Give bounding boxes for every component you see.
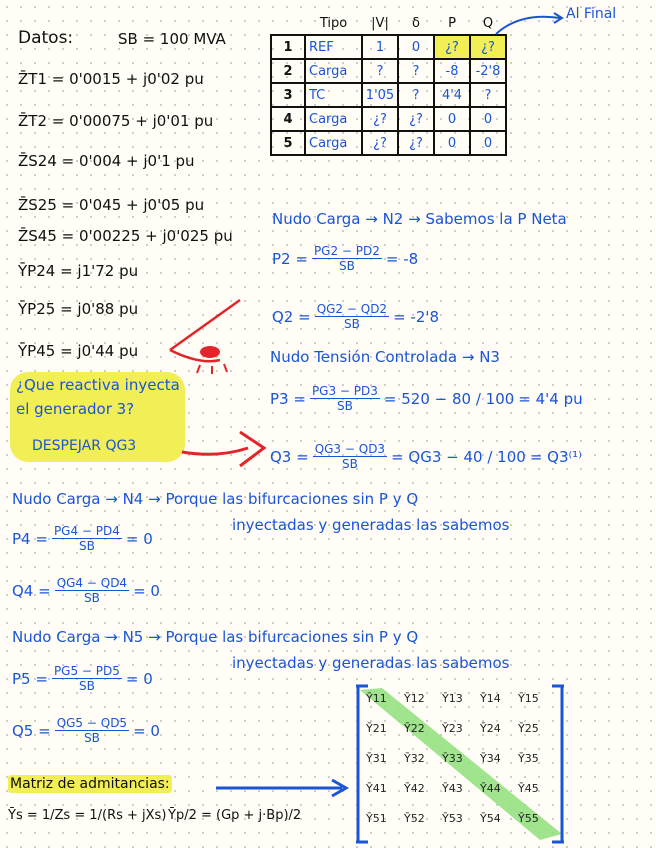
datos-item: ȲP24 = j1'72 pu [18, 262, 139, 280]
datos-item: Z̄S45 = 0'00225 + j0'025 pu [18, 227, 233, 245]
n4-sub: inyectadas y generadas las sabemos [232, 516, 510, 534]
matrix-cell: Ȳ14 [480, 692, 501, 705]
matrix-cell: Ȳ41 [366, 782, 387, 795]
matriz-half: Ȳp/2 = (Gp + j·Bp)/2 [168, 808, 302, 823]
admittance-matrix [352, 684, 568, 844]
datos-item: ȲP45 = j0'44 pu [18, 342, 139, 360]
matrix-cell: Ȳ11 [366, 692, 387, 705]
datos-item: ȲP25 = j0'88 pu [18, 300, 139, 318]
al-final-arrow-icon [490, 8, 570, 38]
matrix-cell: Ȳ34 [480, 752, 501, 765]
datos-item: Z̄S25 = 0'045 + j0'05 pu [18, 196, 205, 214]
matrix-cell: Ȳ12 [404, 692, 425, 705]
n5-sub: inyectadas y generadas las sabemos [232, 654, 510, 672]
n4-p-equation: P4 = $\frac{PG4 - PD4}{SB}$ = 0 [12, 524, 153, 553]
matrix-cell: Ȳ51 [366, 812, 387, 825]
table-row: 3 TC 1'05 ? 4'4 ? [271, 83, 506, 107]
matrix-cell: Ȳ43 [442, 782, 463, 795]
col-q: Q [482, 15, 494, 31]
question-line1: ¿Que reactiva inyecta [16, 376, 180, 394]
table-row: 4 Carga ¿? ¿? 0 0 [271, 107, 506, 131]
datos-item: Z̄T1 = 0'0015 + j0'02 pu [18, 70, 204, 88]
red-arrow-icon [178, 420, 270, 474]
n4-q-equation: Q4 = $\frac{QG4 - QD4}{SB}$ = 0 [12, 576, 160, 605]
matrix-cell: Ȳ54 [480, 812, 501, 825]
n5-heading: Nudo Carga → N5 → Porque las bifurcaciones sin P y Q [12, 628, 419, 646]
n2-p-equation: P2 = $\frac{PG2 - PD2}{SB}$ = -8 [272, 244, 419, 273]
matrix-cell: Ȳ42 [404, 782, 425, 795]
n3-q-equation: Q3 = $\frac{QG3 - QD3}{SB}$ = QG3 − 40 / 100 = Q3⁽¹⁾ [270, 442, 582, 471]
col-tipo: Tipo [319, 15, 348, 31]
col-p: P [448, 15, 456, 31]
matrix-cell: Ȳ31 [366, 752, 387, 765]
bus-table [270, 12, 507, 156]
n5-q-equation: Q5 = $\frac{QG5 - QD5}{SB}$ = 0 [12, 716, 160, 745]
matrix-cell: Ȳ53 [442, 812, 463, 825]
matrix-cell: Ȳ32 [404, 752, 425, 765]
matrix-cell: Ȳ24 [480, 722, 501, 735]
matrix-cell: Ȳ22 [404, 722, 425, 735]
table-row: 2 Carga ? ? -8 -2'8 [271, 59, 506, 83]
n3-p-equation: P3 = $\frac{PG3 - PD3}{SB}$ = 520 − 80 / 100 = 4'4 pu [270, 384, 583, 413]
datos-sb: SB = 100 MVA [118, 30, 226, 48]
datos-title: Datos: [18, 28, 74, 48]
n2-q-equation: Q2 = $\frac{QG2 - QD2}{SB}$ = -2'8 [272, 302, 440, 331]
n3-heading: Nudo Tensión Controlada → N3 [270, 348, 500, 366]
n2-heading: Nudo Carga → N2 → Sabemos la P Neta [272, 210, 567, 228]
n5-p-equation: P5 = $\frac{PG5 - PD5}{SB}$ = 0 [12, 664, 153, 693]
blue-arrow-icon [214, 776, 354, 800]
matrix-cell: Ȳ52 [404, 812, 425, 825]
matrix-cell: Ȳ25 [518, 722, 539, 735]
table-row: 5 Carga ¿? ¿? 0 0 [271, 131, 506, 155]
col-v: |V| [371, 15, 389, 31]
datos-item: Z̄S24 = 0'004 + j0'1 pu [18, 152, 195, 170]
matrix-cell: Ȳ35 [518, 752, 539, 765]
matrix-cell: Ȳ23 [442, 722, 463, 735]
matriz-title: Matriz de admitancias: [10, 776, 170, 792]
matrix-cell: Ȳ55 [518, 812, 539, 825]
matrix-cell: Ȳ13 [442, 692, 463, 705]
al-final-note: Al Final [566, 6, 617, 22]
matrix-grid [366, 692, 556, 842]
table-row: 1 REF 1 0 ¿? ¿? [271, 35, 506, 59]
datos-item: Z̄T2 = 0'00075 + j0'01 pu [18, 112, 214, 130]
matrix-cell: Ȳ33 [442, 752, 463, 765]
matrix-cell: Ȳ21 [366, 722, 387, 735]
question-line3: DESPEJAR QG3 [32, 438, 137, 454]
eye-icon [160, 290, 270, 380]
question-line2: el generador 3? [16, 400, 135, 418]
matrix-cell: Ȳ44 [480, 782, 501, 795]
n4-heading: Nudo Carga → N4 → Porque las bifurcaciones sin P y Q [12, 490, 419, 508]
matriz-formula: Ȳs = 1/Zs = 1/(Rs + jXs) [8, 808, 167, 823]
matrix-cell: Ȳ45 [518, 782, 539, 795]
matrix-cell: Ȳ15 [518, 692, 539, 705]
col-delta: δ [412, 15, 420, 31]
